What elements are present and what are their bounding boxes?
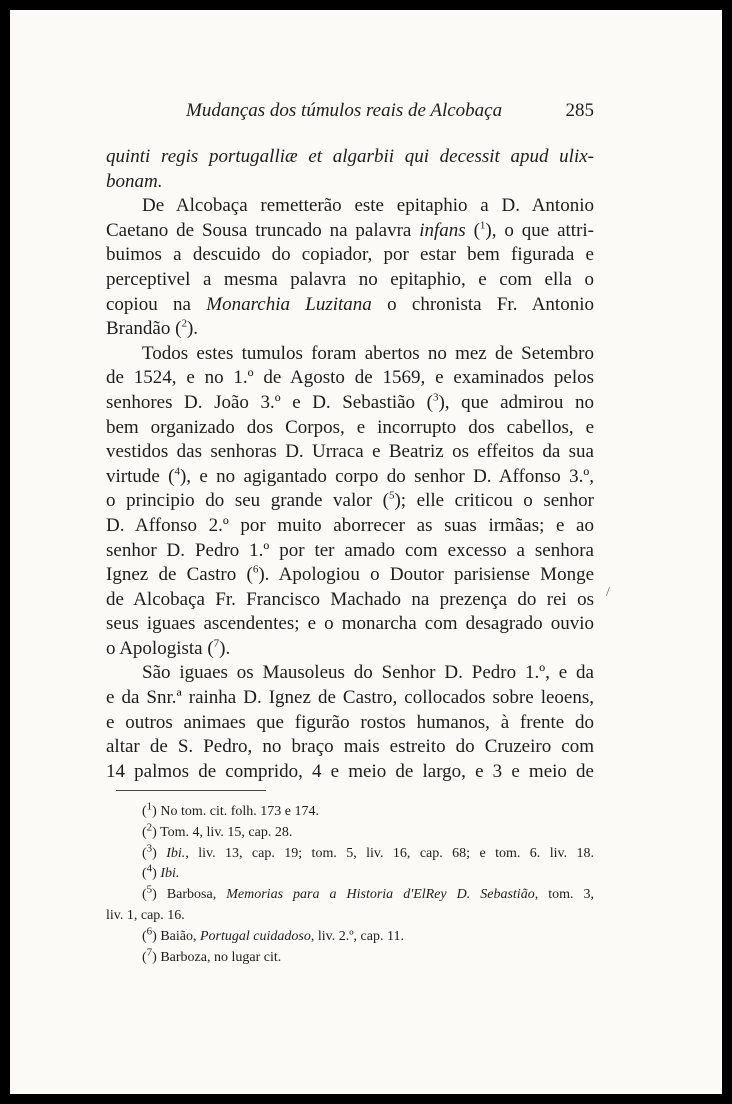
- text-line: [106, 268, 594, 293]
- text-run: e da Snr.ª rainha D. Ignez de Castro, collocados sobre leoens,: [106, 687, 594, 709]
- text-line: [106, 588, 594, 613]
- italic-text: bonam.: [106, 170, 163, 192]
- footnote-ref: 3: [432, 391, 439, 404]
- text-run: São iguaes os Mausoleus do Senhor D. Pedro 1.º, e da: [142, 662, 594, 684]
- footnote-ref: 2: [181, 317, 187, 330]
- text-line: [106, 637, 594, 662]
- text-run: D. Affonso 2.º por muito aborrecer as suas irmãas; e ao: [106, 514, 594, 536]
- footnote: [106, 802, 594, 823]
- text-run: de 1524, e no 1.º de Agosto de 1569, e examinados pelos: [106, 367, 594, 389]
- text-run: altar de S. Pedro, no braço mais estreito do Cruzeiro com: [106, 736, 594, 758]
- text-run: , liv. 2.º, cap. 11.: [310, 928, 404, 944]
- footnote: [106, 927, 594, 948]
- footnotes: [106, 802, 594, 968]
- footnote: [106, 864, 594, 885]
- footnote-ref: 6: [252, 563, 259, 576]
- text-line: [106, 465, 594, 490]
- text-line: [106, 711, 594, 736]
- footnote-ref: 4: [174, 465, 180, 478]
- footnote-ref: 1: [146, 800, 153, 813]
- text-run: seus iguaes ascendentes; e o monarcha com desagrado ouvio: [106, 613, 594, 635]
- text-run: copiou na: [106, 293, 207, 315]
- text-run: perceptivel a mesma palavra no epitaphio, e com ella o: [106, 268, 594, 290]
- footnote-ref: 3: [146, 841, 153, 854]
- pencil-mark: /: [606, 585, 610, 600]
- italic-text: quinti regis portugalliæ et algarbii qui decessit apud ulix-: [106, 146, 594, 167]
- page-number: 285: [565, 100, 594, 121]
- text-line: [106, 243, 594, 268]
- text-run: o principio do seu grande valor (: [106, 490, 389, 512]
- footnote-divider: [116, 790, 266, 791]
- text-run: liv. 1, cap. 16.: [106, 907, 185, 923]
- text-line: [106, 563, 594, 588]
- italic-text: Monarchia Luzitana: [206, 293, 372, 315]
- text-run: De Alcobaça remetterão este epitaphio a D. Antonio: [142, 195, 594, 217]
- text-run: Todos estes tumulos foram abertos no mez de Setembro: [142, 342, 594, 364]
- footnote: [106, 885, 594, 906]
- italic-text: infans: [419, 219, 466, 241]
- text-run: ), que admirou no: [438, 391, 594, 413]
- text-line: [106, 612, 594, 637]
- text-run: ) Barbosa,: [152, 887, 227, 903]
- text-run: 14 palmos de comprido, 4 e meio de largo, e 3 e meio de: [106, 760, 594, 782]
- text-run: ).: [219, 637, 231, 659]
- running-header: [106, 100, 594, 128]
- text-run: (: [142, 845, 147, 861]
- text-line: [106, 735, 594, 760]
- text-run: de Alcobaça Fr. Francisco Machado na prezença do rei os: [106, 588, 594, 610]
- footnote-ref: 2: [146, 821, 153, 834]
- text-line: [106, 219, 594, 244]
- text-run: ) Tom. 4, liv. 15, cap. 28.: [152, 824, 293, 840]
- text-line: [106, 317, 594, 342]
- text-run: (: [142, 866, 147, 882]
- italic-text: Memorias para a Historia d'ElRey D. Sebastião: [226, 887, 535, 903]
- footnote-ref: 7: [213, 637, 220, 650]
- text-line: [106, 440, 594, 465]
- text-run: ) Barboza, no lugar cit.: [152, 949, 282, 965]
- text-run: ), e no agigantado corpo do senhor D. Affonso 3.º,: [179, 465, 594, 487]
- footnote-ref: 7: [146, 945, 153, 958]
- text-run: o chronista Fr. Antonio: [371, 293, 594, 315]
- text-line: [106, 391, 594, 416]
- footnote-ref: 1: [479, 219, 486, 232]
- text-run: , liv. 13, cap. 19; tom. 5, liv. 16, cap. 68; e tom. 6. liv. 18.: [185, 845, 594, 861]
- text-run: virtude (: [106, 465, 175, 487]
- text-run: senhor D. Pedro 1.º por ter amado com excesso a senhora: [106, 539, 594, 561]
- text-run: bem organizado dos Corpos, e incorrupto dos cabellos, e: [106, 416, 594, 438]
- text-line: [106, 293, 594, 318]
- text-line: [106, 194, 594, 219]
- footnote: [106, 945, 594, 969]
- text-run: ) Baião,: [152, 928, 200, 944]
- text-run: (: [142, 949, 147, 965]
- text-run: (: [142, 804, 147, 819]
- text-run: vestidos das senhoras D. Urraca e Beatriz os effeitos da sua: [106, 441, 594, 463]
- text-run: ) No tom. cit. folh. 173 e 174.: [152, 804, 319, 819]
- italic-text: Ibi.: [160, 866, 180, 882]
- text-run: senhores D. João 3.º e D. Sebastião (: [106, 391, 433, 413]
- text-line: [106, 366, 594, 391]
- text-run: , tom. 3,: [534, 887, 595, 903]
- footnote: [106, 906, 594, 927]
- footnote: [106, 823, 594, 844]
- footnote-ref: 6: [146, 925, 153, 938]
- text-run: Caetano de Sousa truncado na palavra: [106, 219, 420, 241]
- text-line: [106, 489, 594, 514]
- main-text: [106, 145, 594, 784]
- text-run: ): [152, 845, 167, 861]
- text-line: [106, 342, 594, 367]
- text-run: (: [142, 928, 147, 944]
- text-run: (: [142, 824, 147, 840]
- running-title: Mudanças dos túmulos reais de Alcobaça: [186, 100, 503, 121]
- text-run: Brandão (: [106, 318, 182, 340]
- text-run: ). Apologiou o Doutor parisiense Monge: [258, 564, 594, 586]
- text-line: [106, 514, 594, 539]
- text-run: ).: [186, 318, 199, 340]
- text-line: [106, 539, 594, 564]
- text-line: [106, 145, 594, 170]
- footnote-ref: 5: [388, 489, 395, 502]
- italic-text: Portugal cuidadoso: [200, 928, 311, 944]
- footnote: [106, 841, 594, 865]
- text-run: e outros animaes que figurão rostos humanos, à frente do: [106, 711, 594, 733]
- text-run: ); elle criticou o senhor: [394, 490, 595, 512]
- footnote-ref: 5: [146, 883, 153, 896]
- text-line: [106, 760, 594, 785]
- italic-text: Ibi.: [166, 845, 186, 861]
- text-run: Ignez de Castro (: [106, 564, 253, 586]
- text-line: [106, 170, 594, 195]
- text-line: [106, 686, 594, 711]
- text-run: buimos a descuido do copiador, por estar bem figurada e: [106, 244, 594, 266]
- book-page: [10, 10, 722, 1094]
- text-line: [106, 661, 594, 686]
- text-run: (: [142, 887, 147, 903]
- text-run: (: [465, 219, 480, 241]
- text-run: ), o que attri-: [485, 219, 595, 241]
- text-line: [106, 416, 594, 441]
- text-run: o Apologista (: [106, 637, 214, 659]
- text-run: ): [152, 866, 161, 882]
- footnote-ref: 4: [146, 862, 153, 875]
